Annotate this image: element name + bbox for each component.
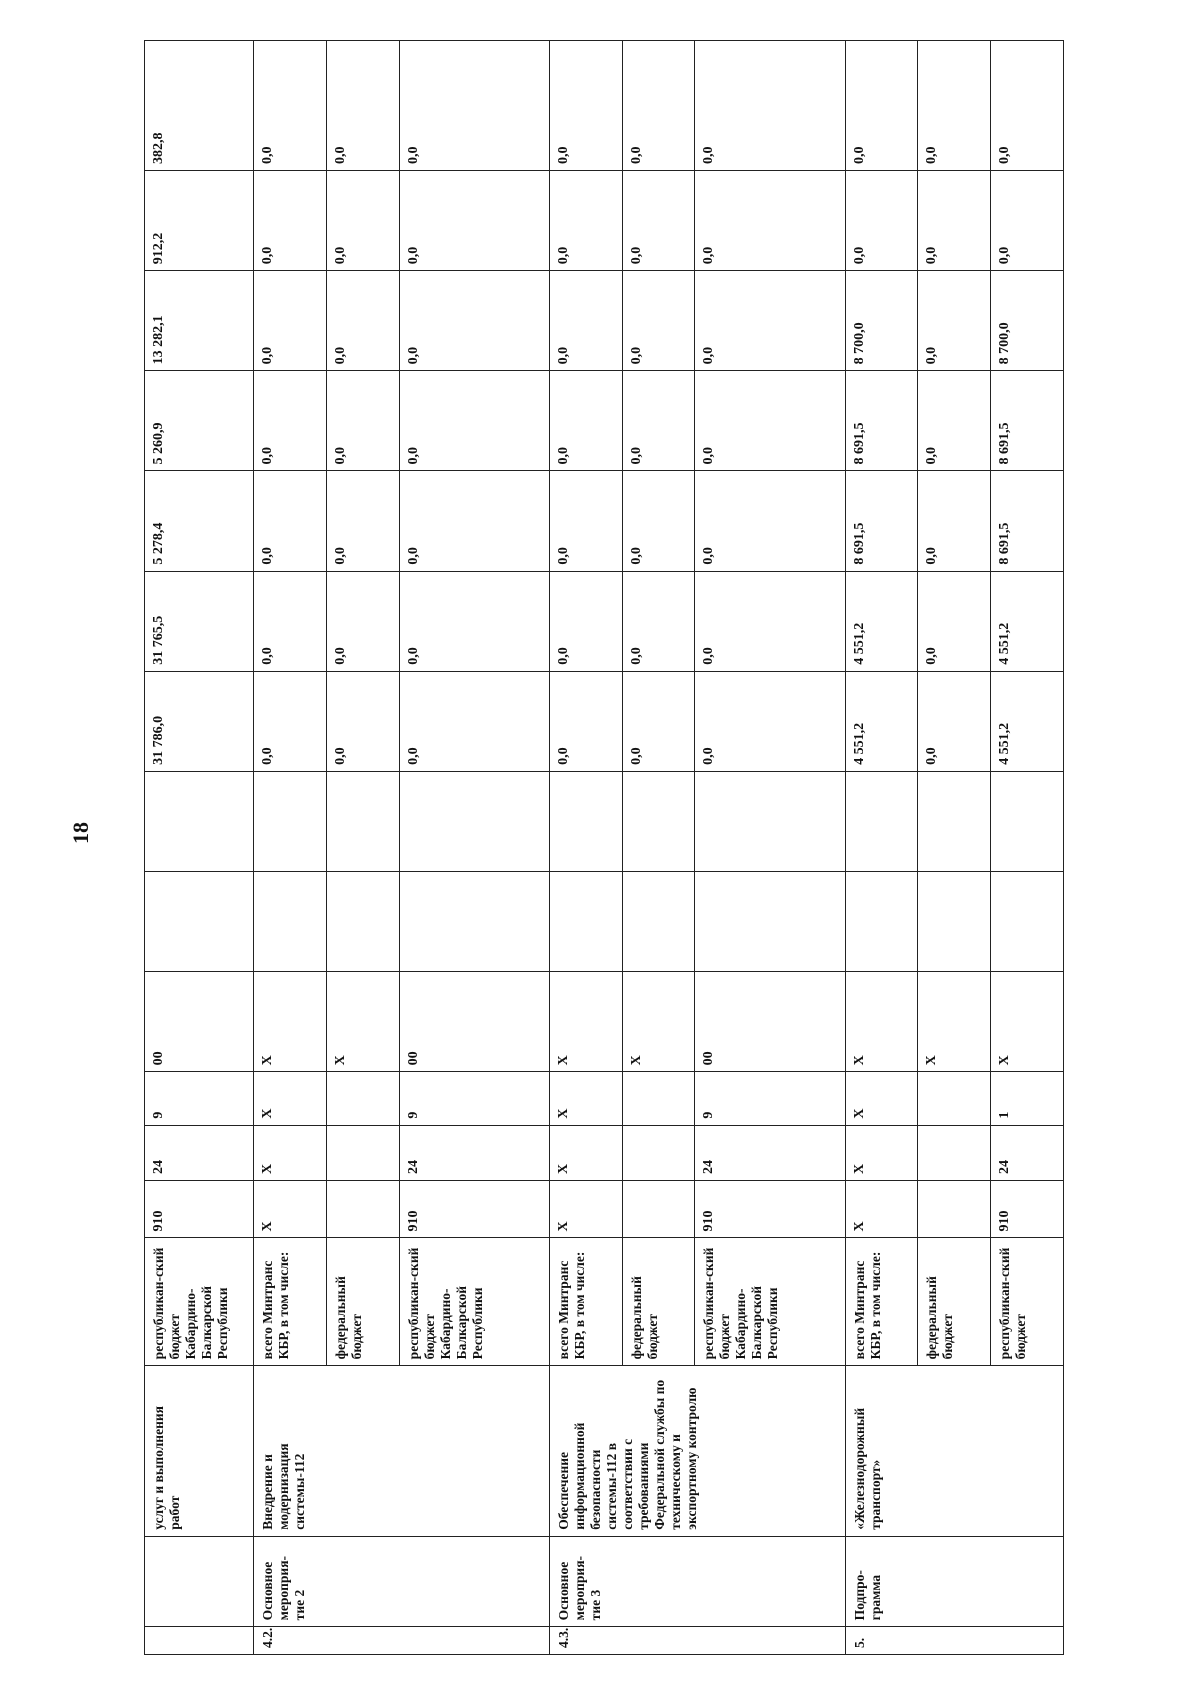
name-cell: Внедрение и модернизация системы-112 <box>254 1366 550 1536</box>
pgp-cell: 9 <box>399 1072 549 1125</box>
value-cell: 0,0 <box>991 41 1064 171</box>
om-cell: X <box>549 972 622 1072</box>
executor-cell: республикан-ский бюджет <box>991 1238 1064 1366</box>
code-cell-b <box>845 771 918 871</box>
value-cell: 0,0 <box>326 41 399 171</box>
code-cell-b <box>145 771 254 871</box>
value-cell: 0,0 <box>549 571 622 671</box>
code-cell-a <box>326 872 399 972</box>
status-cell: Основное мероприя-тие 2 <box>254 1536 550 1627</box>
value-cell: 0,0 <box>695 571 845 671</box>
value-cell: 0,0 <box>326 371 399 471</box>
code-cell-b <box>326 771 399 871</box>
code-cell-a <box>845 872 918 972</box>
value-cell: 8 691,5 <box>991 471 1064 571</box>
value-cell: 0,0 <box>918 41 991 171</box>
value-cell: 8 691,5 <box>845 371 918 471</box>
om-cell: X <box>918 972 991 1072</box>
pgp-cell: 9 <box>695 1072 845 1125</box>
value-cell: 0,0 <box>399 471 549 571</box>
code-cell-a <box>991 872 1064 972</box>
pgp-cell: 1 <box>991 1072 1064 1125</box>
code-cell-b <box>622 771 695 871</box>
value-cell: 0,0 <box>918 671 991 771</box>
pgp-cell: X <box>845 1072 918 1125</box>
code-cell-b <box>918 771 991 871</box>
grbs-cell <box>918 1180 991 1238</box>
value-cell: 0,0 <box>622 41 695 171</box>
executor-cell: республикан-ский бюджет Кабардино-Балкарской Республики <box>695 1238 845 1366</box>
value-cell: 0,0 <box>254 41 327 171</box>
value-cell: 4 551,2 <box>845 571 918 671</box>
grbs-cell <box>326 1180 399 1238</box>
code-cell-b <box>254 771 327 871</box>
value-cell: 0,0 <box>549 271 622 371</box>
value-cell: 0,0 <box>254 471 327 571</box>
value-cell: 0,0 <box>845 41 918 171</box>
budget-table <box>144 40 1064 1655</box>
code-cell-b <box>991 771 1064 871</box>
value-cell: 0,0 <box>622 571 695 671</box>
om-cell: X <box>991 972 1064 1072</box>
value-cell: 0,0 <box>326 271 399 371</box>
om-cell: 00 <box>399 972 549 1072</box>
value-cell: 0,0 <box>254 671 327 771</box>
value-cell: 0,0 <box>326 571 399 671</box>
value-cell: 0,0 <box>254 371 327 471</box>
code-cell-a <box>918 872 991 972</box>
code-cell-a <box>622 872 695 972</box>
value-cell: 0,0 <box>991 171 1064 271</box>
code-cell-a <box>145 872 254 972</box>
executor-cell: федеральный бюджет <box>918 1238 991 1366</box>
value-cell: 4 551,2 <box>991 571 1064 671</box>
value-cell: 0,0 <box>845 171 918 271</box>
value-cell: 0,0 <box>918 571 991 671</box>
value-cell: 0,0 <box>326 171 399 271</box>
value-cell: 0,0 <box>695 41 845 171</box>
value-cell: 4 551,2 <box>845 671 918 771</box>
table-row <box>254 41 327 1655</box>
grbs-cell: X <box>845 1180 918 1238</box>
status-cell: Подпро-грамма <box>845 1536 1063 1627</box>
value-cell: 0,0 <box>622 671 695 771</box>
table-row <box>845 41 918 1655</box>
value-cell: 0,0 <box>399 41 549 171</box>
value-cell: 912,2 <box>145 171 254 271</box>
grbs-cell: 910 <box>145 1180 254 1238</box>
pgp-cell: X <box>254 1072 327 1125</box>
executor-cell: всего Минтранс КБР, в том числе: <box>845 1238 918 1366</box>
code-cell-a <box>549 872 622 972</box>
executor-cell: федеральный бюджет <box>326 1238 399 1366</box>
code-cell-b <box>399 771 549 871</box>
value-cell: 0,0 <box>399 171 549 271</box>
gp-cell: X <box>845 1125 918 1180</box>
om-cell: X <box>326 972 399 1072</box>
value-cell: 13 282,1 <box>145 271 254 371</box>
name-cell: услуг и выполнения работ <box>145 1366 254 1536</box>
value-cell: 0,0 <box>695 171 845 271</box>
executor-cell: федеральный бюджет <box>622 1238 695 1366</box>
value-cell: 0,0 <box>622 471 695 571</box>
value-cell: 0,0 <box>254 271 327 371</box>
value-cell: 0,0 <box>918 371 991 471</box>
grbs-cell: 910 <box>991 1180 1064 1238</box>
value-cell: 4 551,2 <box>991 671 1064 771</box>
gp-cell: X <box>254 1125 327 1180</box>
value-cell: 382,8 <box>145 41 254 171</box>
pgp-cell <box>326 1072 399 1125</box>
code-cell-b <box>549 771 622 871</box>
value-cell: 0,0 <box>399 271 549 371</box>
grbs-cell: X <box>549 1180 622 1238</box>
value-cell: 0,0 <box>622 371 695 471</box>
row-number <box>145 1627 254 1655</box>
value-cell: 0,0 <box>399 371 549 471</box>
executor-cell: всего Минтранс КБР, в том числе: <box>549 1238 622 1366</box>
grbs-cell: 910 <box>695 1180 845 1238</box>
value-cell: 0,0 <box>695 471 845 571</box>
table-row <box>145 41 254 1655</box>
value-cell: 0,0 <box>695 671 845 771</box>
pgp-cell: 9 <box>145 1072 254 1125</box>
pgp-cell: X <box>549 1072 622 1125</box>
value-cell: 0,0 <box>326 471 399 571</box>
gp-cell: X <box>549 1125 622 1180</box>
value-cell: 31 786,0 <box>145 671 254 771</box>
value-cell: 0,0 <box>254 571 327 671</box>
row-number: 4.3. <box>549 1627 845 1655</box>
gp-cell <box>918 1125 991 1180</box>
value-cell: 0,0 <box>254 171 327 271</box>
executor-cell: всего Минтранс КБР, в том числе: <box>254 1238 327 1366</box>
value-cell: 0,0 <box>399 671 549 771</box>
value-cell: 0,0 <box>918 471 991 571</box>
grbs-cell: X <box>254 1180 327 1238</box>
value-cell: 0,0 <box>695 371 845 471</box>
status-cell: Основное мероприя-тие 3 <box>549 1536 845 1627</box>
value-cell: 0,0 <box>918 271 991 371</box>
om-cell: X <box>622 972 695 1072</box>
gp-cell: 24 <box>695 1125 845 1180</box>
value-cell: 0,0 <box>918 171 991 271</box>
code-cell-b <box>695 771 845 871</box>
value-cell: 0,0 <box>399 571 549 671</box>
grbs-cell <box>622 1180 695 1238</box>
value-cell: 0,0 <box>549 371 622 471</box>
om-cell: X <box>254 972 327 1072</box>
gp-cell <box>326 1125 399 1180</box>
value-cell: 0,0 <box>622 171 695 271</box>
row-number: 4.2. <box>254 1627 550 1655</box>
value-cell: 0,0 <box>549 41 622 171</box>
pgp-cell <box>918 1072 991 1125</box>
name-cell: «Железнодорожный транспорт» <box>845 1366 1063 1536</box>
row-number: 5. <box>845 1627 1063 1655</box>
value-cell: 0,0 <box>326 671 399 771</box>
value-cell: 8 691,5 <box>845 471 918 571</box>
code-cell-a <box>695 872 845 972</box>
value-cell: 31 765,5 <box>145 571 254 671</box>
om-cell: 00 <box>695 972 845 1072</box>
executor-cell: республикан-ский бюджет Кабардино-Балкарской Республики <box>145 1238 254 1366</box>
value-cell: 5 278,4 <box>145 471 254 571</box>
value-cell: 8 700,0 <box>991 271 1064 371</box>
om-cell: 00 <box>145 972 254 1072</box>
status-cell <box>145 1536 254 1627</box>
gp-cell <box>622 1125 695 1180</box>
gp-cell: 24 <box>991 1125 1064 1180</box>
table-row <box>549 41 622 1655</box>
value-cell: 0,0 <box>549 671 622 771</box>
code-cell-a <box>254 872 327 972</box>
page-number: 18 <box>68 822 93 844</box>
gp-cell: 24 <box>399 1125 549 1180</box>
value-cell: 0,0 <box>549 471 622 571</box>
grbs-cell: 910 <box>399 1180 549 1238</box>
value-cell: 0,0 <box>695 271 845 371</box>
code-cell-a <box>399 872 549 972</box>
value-cell: 0,0 <box>549 171 622 271</box>
om-cell: X <box>845 972 918 1072</box>
name-cell: Обеспечение информационной безопасности системы-112 в соответствии с требованиями Федеральной службы по техническому и экспортному контролю <box>549 1366 845 1536</box>
value-cell: 0,0 <box>622 271 695 371</box>
pgp-cell <box>622 1072 695 1125</box>
gp-cell: 24 <box>145 1125 254 1180</box>
rotated-table-container <box>144 40 1064 1655</box>
value-cell: 8 691,5 <box>991 371 1064 471</box>
value-cell: 5 260,9 <box>145 371 254 471</box>
executor-cell: республикан-ский бюджет Кабардино-Балкарской Республики <box>399 1238 549 1366</box>
value-cell: 8 700,0 <box>845 271 918 371</box>
